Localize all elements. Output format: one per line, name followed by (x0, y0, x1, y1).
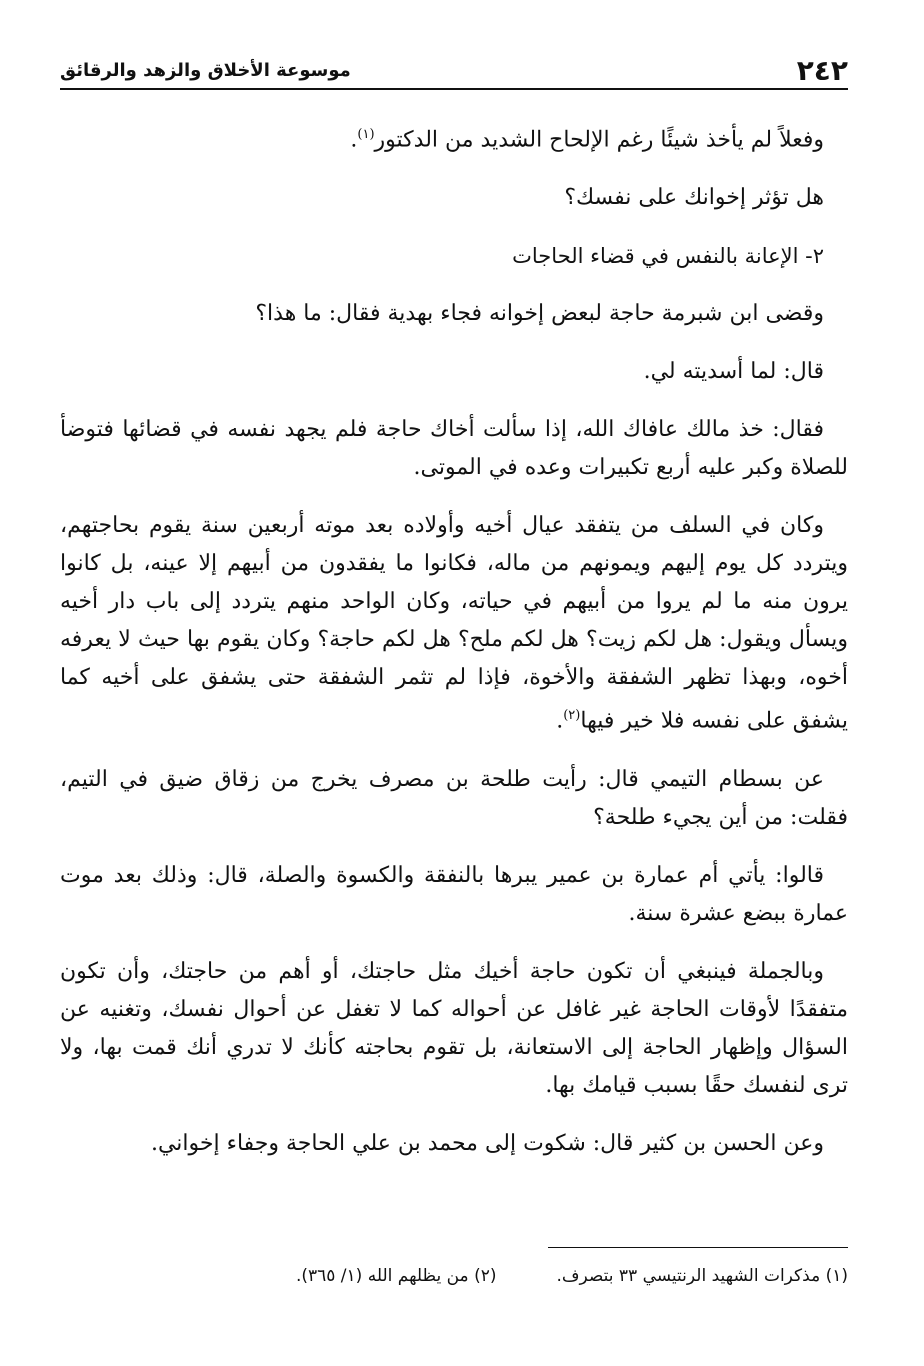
footnote-separator (548, 1247, 848, 1248)
footnote-2: (٢) من يظلهم الله (١/ ٣٦٥). (295, 1266, 497, 1286)
paragraph: عن بسطام التيمي قال: رأيت طلحة بن مصرف يخرج من زقاق ضيق في التيم، فقلت: من أين يجيء طلحة؟ (60, 766, 848, 830)
footnote-1: (١) مذكرات الشهيد الرنتيسي ٣٣ بتصرف. (556, 1266, 848, 1286)
paragraph: وعن الحسن بن كثير قال: شكوت إلى محمد بن علي الحاجة وجفاء إخواني. (150, 1130, 824, 1156)
paragraph: فقال: خذ مالك عافاك الله، إذا سألت أخاك حاجة فلم يجهد نفسه في قضائها فتوضأ للصلاة وكبر عليه أربع تكبيرات وعده في الموتى. (60, 417, 848, 481)
footnotes (60, 1266, 848, 1286)
page-body (60, 116, 848, 1183)
paragraph: قال: لما أسديته لي. (643, 359, 824, 385)
paragraph: وكان في السلف من يتفقد عيال أخيه وأولاده بعد موته أربعين سنة يقوم بحاجتهم، ويتردد كل يوم إليهم ويمونهم من ماله، فكانوا ما يفقدون من أبيهم إلا عينه، بل كانوا يرون منه ما لم يروا من أبيهم في حياته، وكان الواحد منهم يتردد إلى باب دار أخيه ويسأل ويقول: هل لكم زيت؟ هل لكم ملح؟ هل لكم حاجة؟ وكان يقوم بها حيث لا يعرفه أخوه، وبهذا تظهر الشفقة والأخوة، فإذا لم تثمر الشفقة حتى يشفق على أخيه كما يشفق على نفسه فلا خير فيها$^{(٢)}$. (60, 513, 848, 734)
paragraph: وفعلاً لم يأخذ شيئًا رغم الإلحاح الشديد من الدكتور$^{(١)}$. (350, 127, 824, 153)
footnote-marker: (١) (357, 127, 375, 142)
header-rule (365, 88, 783, 90)
book-title: موسوعة الأخلاق والزهد والرقائق (60, 59, 351, 81)
page-number: ٢٤٢ (796, 53, 848, 87)
paragraph: وبالجملة فينبغي أن تكون حاجة أخيك مثل حاجتك، أو أهم من حاجتك، وأن تكون متفقدًا لأوقات الحاجة غير غافل عن أحواله كما لا تغفل عن أحوال نفسك، وتغنيه عن السؤال وإظهار الحاجة إلى الاستعانة، بل تقوم بحاجته كأنك لا تدري أنك قمت بها، ولا ترى لنفسك حقًا بسبب قيامك بها. (60, 958, 848, 1098)
footnote-marker: (٢) (563, 708, 581, 724)
page-header (60, 52, 848, 90)
section-heading: ٢- الإعانة بالنفس في قضاء الحاجات (512, 244, 824, 269)
paragraph: قالوا: يأتي أم عمارة بن عمير يبرها بالنفقة والكسوة والصلة، قال: وذلك بعد موت عمارة ببضع عشرة سنة. (60, 862, 848, 926)
question-line: هل تؤثر إخوانك على نفسك؟ (564, 185, 824, 211)
paragraph: وقضى ابن شبرمة حاجة لبعض إخوانه فجاء بهدية فقال: ما هذا؟ (255, 301, 824, 327)
